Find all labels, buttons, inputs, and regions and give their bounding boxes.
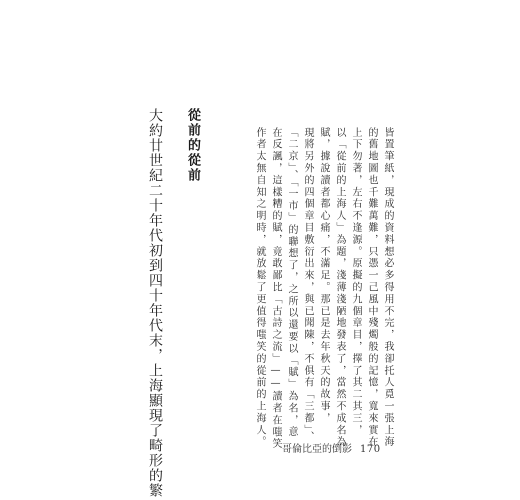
page-footer	[282, 440, 381, 455]
body-column: 作者太無自知之明時，就放鬆了更值得嗤笑的從前的上海人。	[254, 127, 265, 449]
running-head: 哥倫比亞的倒影	[282, 444, 352, 455]
body-column: 現將另外的四個章目敷衍出來，與已聞陳，不俱有「三都」、	[302, 127, 313, 444]
page-number: 170	[360, 444, 381, 455]
body-column: 以「從前的上海人」為題，淺薄淺陋地發表了，當然不成名為	[334, 127, 345, 449]
body-column: 「二京」、「一市」的聯想了，之所以還要以「賦」為名，意	[286, 127, 297, 439]
body-column: 在反諷，這樣糟的賦，竟敢鄙比「古詩之流」——讀者在嗤笑	[270, 127, 281, 451]
section-opening-line: 大約廿世紀二十年代初到四十年代末，上海顯現了畸形的繁	[147, 108, 163, 498]
body-column: 的舊地圖也千難萬難，只憑一己風中殘燭般的記憶，寬來實在	[366, 127, 377, 449]
body-column: 賦，據說讀者都心痛，不滿足。那已是去年秋天的故事，	[318, 127, 329, 425]
section-title: 從前的從前	[185, 108, 200, 183]
body-column: 上下勿著，左右不逢源。原擬的九個章目，擇了其二其三，	[350, 127, 361, 437]
body-column: 皆置筆紙，現成的資料想必多得用不完，我卻托人覓一張上海	[382, 127, 393, 449]
